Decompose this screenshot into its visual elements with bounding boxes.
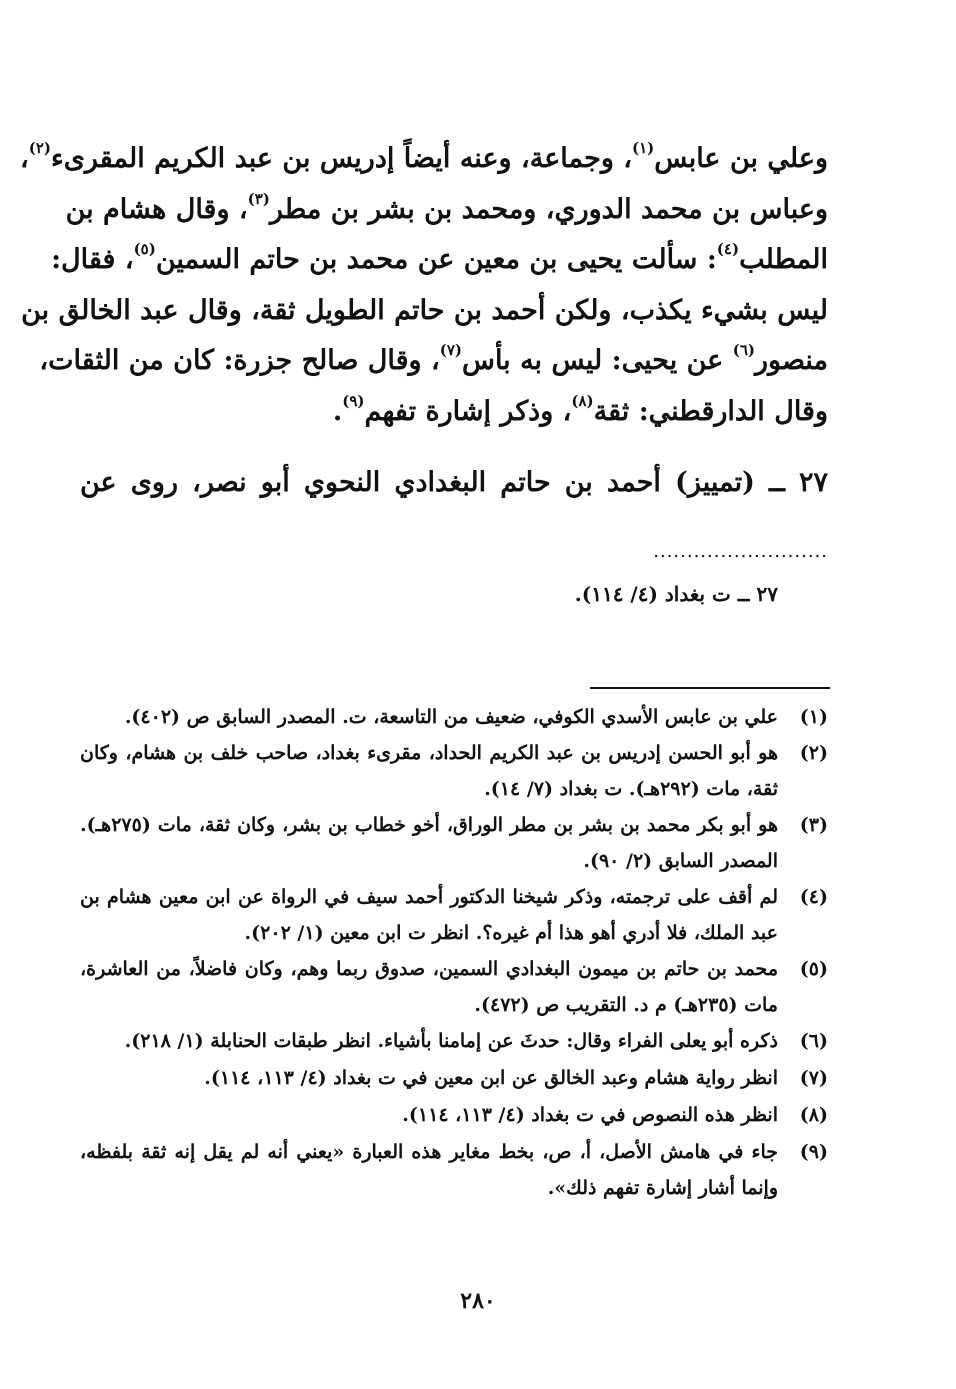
- footnote-ref[interactable]: (٦): [732, 341, 755, 359]
- footnote-text: انظر هذه النصوص في ت بغداد (٤/ ١١٣، ١١٤).: [402, 1104, 778, 1126]
- footnote-ref[interactable]: (٣): [247, 189, 270, 208]
- main-text-block: [20, 134, 828, 437]
- footnote-ref[interactable]: (٨): [571, 391, 594, 410]
- footnote-item: [80, 807, 828, 879]
- text-run: ليس بشيء يكذب، ولكن أحمد بن حاتم الطويل ثقة، وقال عبد الخالق بن: [21, 294, 828, 326]
- footnote-item: [80, 735, 828, 807]
- footnote-number: (٥): [799, 958, 828, 980]
- ellipsis-separator: ..........................: [653, 541, 828, 562]
- footnote-text: لم أقف على ترجمته، وذكر شيخنا الدكتور أحمد سيف في الرواة عن ابن معين هشام بن عبد الملك، فلا أدري أهو هذا أم غيره؟. انظر ت ابن معين (١/ ٢٠٢).: [80, 886, 778, 944]
- text-run: عن يحيى: ليس به بأس: [461, 345, 733, 376]
- text-line: [65, 185, 828, 236]
- text-run: ، وقال هشام بن: [65, 193, 248, 225]
- text-line: [51, 235, 828, 286]
- text-run: ، وجماعة، وعنه أيضاً إدريس بن عبد الكريم المقرىء: [51, 143, 632, 174]
- footnote-item: [80, 1097, 828, 1134]
- text-line: [20, 134, 828, 185]
- footnote-text: علي بن عابس الأسدي الكوفي، ضعيف من التاسعة، ت. المصدر السابق ص (٤٠٢).: [124, 706, 778, 728]
- footnote-ref[interactable]: (٥): [133, 240, 156, 258]
- footnote-number: (٨): [799, 1104, 828, 1126]
- footnote-text: هو أبو بكر محمد بن بشر بن مطر الوراق، أخو خطاب بن بشر، وكان ثقة، مات (٢٧٥هـ). المصدر السابق (٢/ ٩٠).: [80, 814, 778, 872]
- text-run: ، فقال:: [51, 244, 134, 275]
- text-line: [80, 387, 828, 438]
- footnote-item: [80, 1023, 828, 1060]
- apparatus-note: ٢٧ ــ ت بغداد (٤/ ١١٤).: [574, 582, 778, 606]
- footnote-ref[interactable]: (١): [631, 139, 655, 157]
- footnote-text: محمد بن حاتم بن ميمون البغدادي السمين، صدوق ربما وهم، وكان فاضلاً، من العاشرة، مات (٢٣٥هـ) م د. التقريب ص (٤٧٢).: [80, 958, 778, 1016]
- biography-entry-heading: ٢٧ ــ (تمييز) أحمد بن حاتم البغدادي النحوي أبو نصر، روى عن: [80, 467, 828, 498]
- footnote-text: ذكره أبو يعلى الفراء وقال: حدثَ عن إمامنا بأشياء. انظر طبقات الحنابلة (١/ ٢١٨).: [124, 1030, 778, 1052]
- footnote-number: (٩): [799, 1141, 828, 1163]
- footnote-number: (٦): [799, 1030, 828, 1052]
- text-line: [39, 336, 828, 387]
- footnote-item: [80, 699, 828, 735]
- footnote-text: جاء في هامش الأصل، أ، ص، بخط مغاير هذه العبارة «يعني أنه لم يقل إنه ثقة بلفظه، وإنما أشار إشارة تفهم ذلك».: [80, 1141, 778, 1199]
- text-run: المطلب: [739, 244, 828, 275]
- footnote-item: [80, 1134, 828, 1206]
- page-number: ٢٨٠: [460, 1288, 496, 1314]
- footnote-ref[interactable]: (٩): [342, 391, 365, 410]
- text-run: منصور: [754, 345, 828, 376]
- text-run: وعلي بن عابس: [654, 143, 828, 174]
- text-line: [21, 286, 828, 337]
- footnote-text: انظر رواية هشام وعبد الخالق عن ابن معين في ت بغداد (٤/ ١١٣، ١١٤).: [204, 1067, 778, 1089]
- text-run: ،: [20, 143, 29, 174]
- footnote-number: (٧): [799, 1067, 828, 1089]
- footnote-number: (٢): [799, 742, 828, 764]
- footnote-item: [80, 951, 828, 1023]
- footnote-divider: [590, 687, 830, 689]
- text-run: ، وقال صالح جزرة: كان من الثقات،: [39, 345, 440, 376]
- footnote-item: [80, 879, 828, 951]
- text-run: وعباس بن محمد الدوري، ومحمد بن بشر بن مطر: [269, 193, 828, 225]
- text-run: : سألت يحيى بن معين عن محمد بن حاتم السمين: [155, 244, 717, 275]
- footnote-text: هو أبو الحسن إدريس بن عبد الكريم الحداد، مقرىء بغداد، صاحب خلف بن هشام، وكان ثقة، مات (٢٩٢هـ). ت بغداد (٧/ ١٤).: [80, 742, 778, 800]
- footnote-number: (٣): [799, 814, 828, 836]
- text-run: .: [332, 395, 343, 427]
- text-run: ، وذكر إشارة تفهم: [364, 395, 572, 427]
- footnote-number: (٤): [799, 886, 828, 908]
- footnote-ref[interactable]: (٤): [716, 240, 740, 258]
- footnote-number: (١): [799, 706, 828, 728]
- footnotes-section: [80, 699, 828, 1206]
- footnote-ref[interactable]: (٢): [28, 139, 52, 157]
- footnote-ref[interactable]: (٧): [439, 341, 462, 359]
- text-run: وقال الدارقطني: ثقة: [593, 395, 828, 427]
- footnote-item: [80, 1060, 828, 1097]
